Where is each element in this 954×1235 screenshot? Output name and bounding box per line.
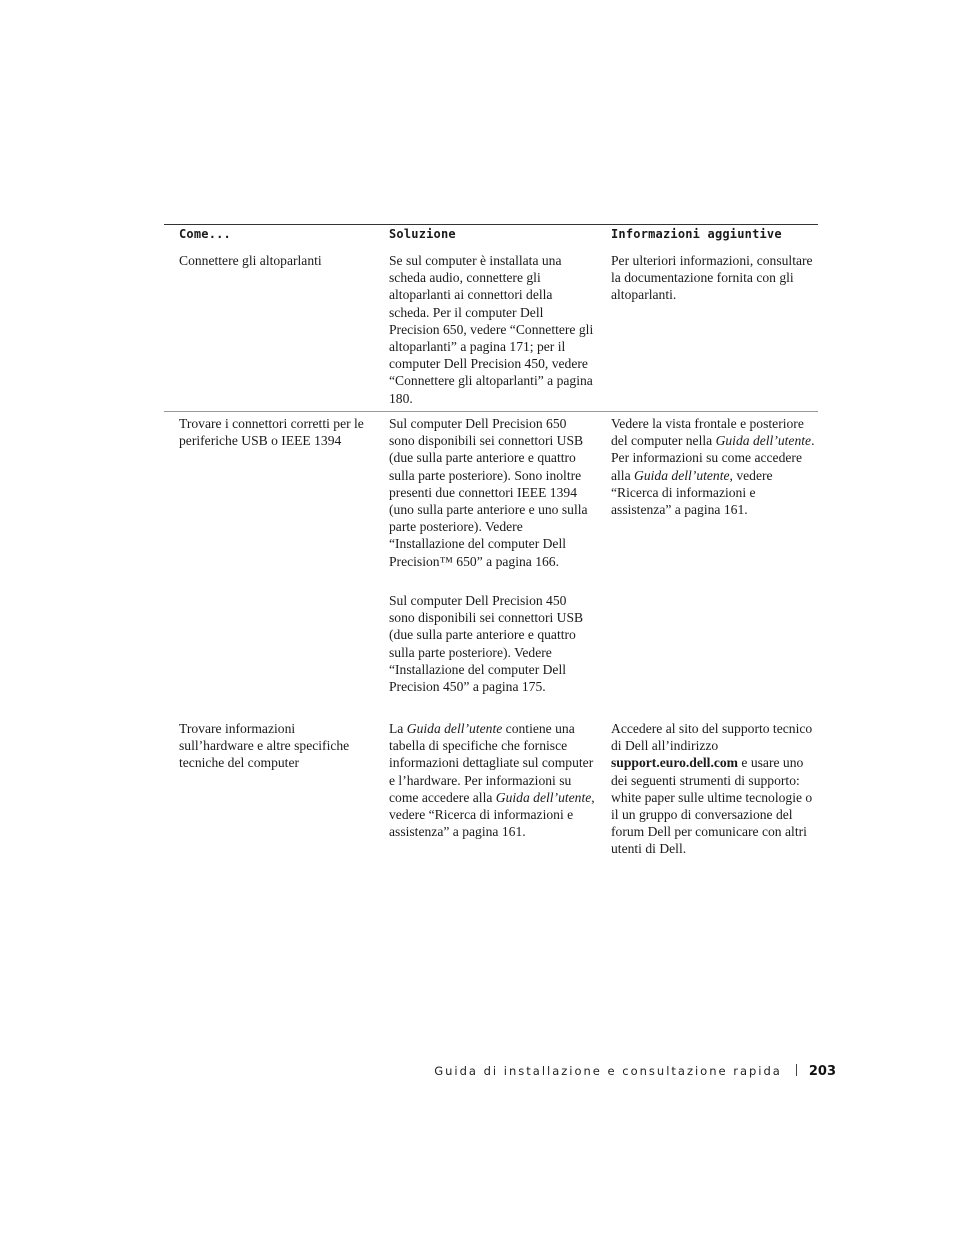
- row1-soluzione: Se sul computer è installata una scheda audio, connettere gli altoparlanti ai connettori della scheda. Per il computer Dell Precision 650, vedere “Connettere gli altoparlanti” a pagina 171; per il computer Dell Precision 450, vedere “Connettere gli altoparlanti” a pagina 180.: [389, 253, 594, 406]
- row1-come: Connettere gli altoparlanti: [179, 253, 322, 268]
- footer-separator: [796, 1064, 797, 1076]
- row2-come: Trovare i connettori corretti per le periferiche USB o IEEE 1394: [179, 416, 364, 449]
- row2-soluzione-precision-650: Sul computer Dell Precision 650 sono disponibili sei connettori USB (due sulla parte anteriore e quattro sulla parte posteriore). Sono inoltre presenti due connettori IEEE 1394 (uno sulla parte anteriore e uno sulla parte posteriore). Vedere “Installazione del computer Dell Precision™ 650” a pagina 166.: [389, 416, 588, 569]
- row3-info: [611, 720, 817, 858]
- row3-sol-text-1: La: [389, 721, 407, 736]
- column-header-come: Come...: [179, 227, 231, 241]
- column-header-soluzione: Soluzione: [389, 227, 456, 241]
- row2-info: [611, 415, 817, 518]
- row2-info-guide-ref-2: Guida dell’utente: [634, 467, 730, 483]
- row2-info-text-2: . Per informazioni su come accedere alla: [611, 433, 815, 483]
- row2-info-text-3: , vedere “Ricerca di informazioni e assistenza” a pagina 161.: [611, 467, 773, 518]
- support-url-link[interactable]: support.euro.dell.com: [611, 755, 739, 771]
- column-header-informazioni: Informazioni aggiuntive: [611, 227, 782, 241]
- table-top-rule: [164, 224, 818, 225]
- row3-sol-guide-ref-2: Guida dell’utente: [495, 789, 592, 805]
- row3-sol-text-2: contiene una tabella di specifiche che fornisce informazioni dettagliate sul computer e l’hardware. Per informazioni su come accedere alla: [389, 721, 594, 805]
- row3-sol-guide-ref-1: Guida dell’utente: [406, 721, 503, 736]
- footer-title: Guida di installazione e consultazione rapida: [434, 1064, 782, 1078]
- row2-info-text-1: Vedere la vista frontale e posteriore del computer nella: [611, 416, 804, 449]
- row2-info-guide-ref-1: Guida dell’utente: [715, 433, 812, 449]
- row3-info-text-1: Accedere al sito del supporto tecnico di Dell all’indirizzo: [611, 721, 813, 754]
- row2-soluzione-precision-450: Sul computer Dell Precision 450 sono disponibili sei connettori USB (due sulla parte anteriore e quattro sulla parte posteriore). Vedere “Installazione del computer Dell Precision 450” a pagina 175.: [389, 593, 584, 695]
- row3-soluzione: [389, 720, 595, 840]
- row-divider: [164, 411, 818, 412]
- page-number: 203: [808, 1064, 836, 1079]
- page-footer: [0, 1062, 836, 1080]
- row1-info: Per ulteriori informazioni, consultare la documentazione fornita con gli altoparlanti.: [611, 253, 813, 303]
- row3-sol-text-3: , vedere “Ricerca di informazioni e assistenza” a pagina 161.: [389, 789, 595, 840]
- row3-info-text-2: e usare uno dei seguenti strumenti di supporto: white paper sulle ultime tecnologie o il un gruppo di conversazione del forum Dell per comunicare con altri utenti di Dell.: [611, 755, 813, 857]
- row3-come: Trovare informazioni sull’hardware e altre specifiche tecniche del computer: [179, 721, 350, 771]
